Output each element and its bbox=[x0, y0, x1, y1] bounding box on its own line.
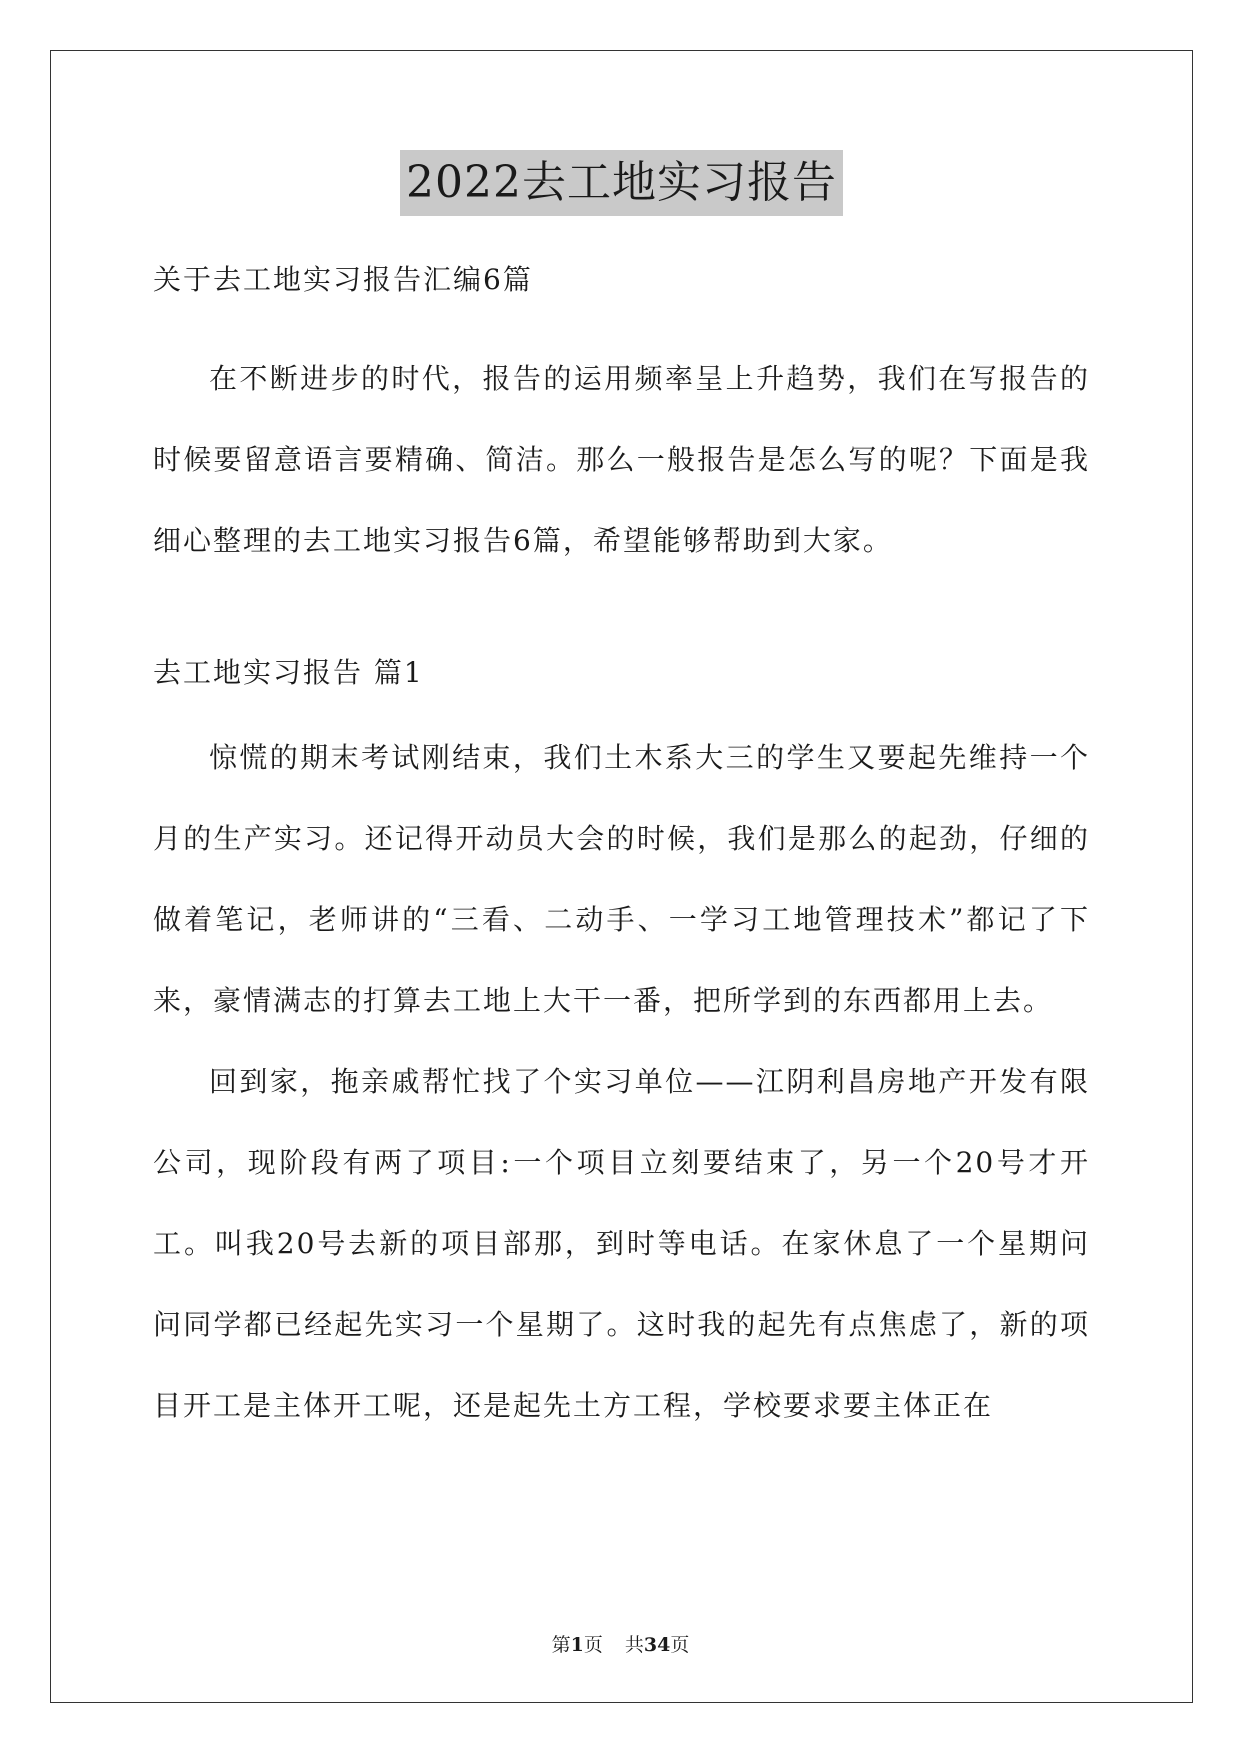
body-paragraph: 回到家，拖亲戚帮忙找了个实习单位——江阴利昌房地产开发有限公司，现阶段有两了项目:一个项目立刻要结束了，另一个20号才开工。叫我20号去新的项目部那，到时等电话。在家休息了一个星期问问同学都已经起先实习一个星期了。这时我的起先有点焦虑了，新的项目开工是主体开工呢，还是起先土方工程，学校要求要主体正在 bbox=[153, 1065, 1090, 1422]
footer-page-suffix: 页 bbox=[583, 1634, 603, 1656]
title-wrap bbox=[153, 150, 1090, 220]
intro-paragraph: 在不断进步的时代，报告的运用频率呈上升趋势，我们在写报告的时候要留意语言要精确、简洁。那么一般报告是怎么写的呢？下面是我细心整理的去工地实习报告6篇，希望能够帮助到大家。 bbox=[153, 362, 1090, 557]
page-number: 1 bbox=[570, 1634, 584, 1656]
document-subtitle: 关于去工地实习报告汇编6篇 bbox=[153, 263, 533, 296]
body-paragraph: 惊慌的期末考试刚结束，我们土木系大三的学生又要起先维持一个月的生产实习。还记得开动员大会的时候，我们是那么的起劲，仔细的做着笔记，老师讲的“三看、二动手、一学习工地管理技术”都记了下来，豪情满志的打算去工地上大干一番，把所学到的东西都用上去。 bbox=[153, 741, 1090, 1017]
footer-total-prefix: 共 bbox=[624, 1634, 644, 1656]
section-heading: 去工地实习报告 篇1 bbox=[153, 656, 424, 689]
total-pages: 34 bbox=[643, 1634, 671, 1656]
page-footer bbox=[0, 1632, 1241, 1658]
footer-prefix: 第 bbox=[551, 1634, 571, 1656]
document-title: 2022去工地实习报告 bbox=[400, 150, 843, 216]
document-body bbox=[153, 150, 1090, 1446]
footer-total-suffix: 页 bbox=[670, 1634, 690, 1656]
